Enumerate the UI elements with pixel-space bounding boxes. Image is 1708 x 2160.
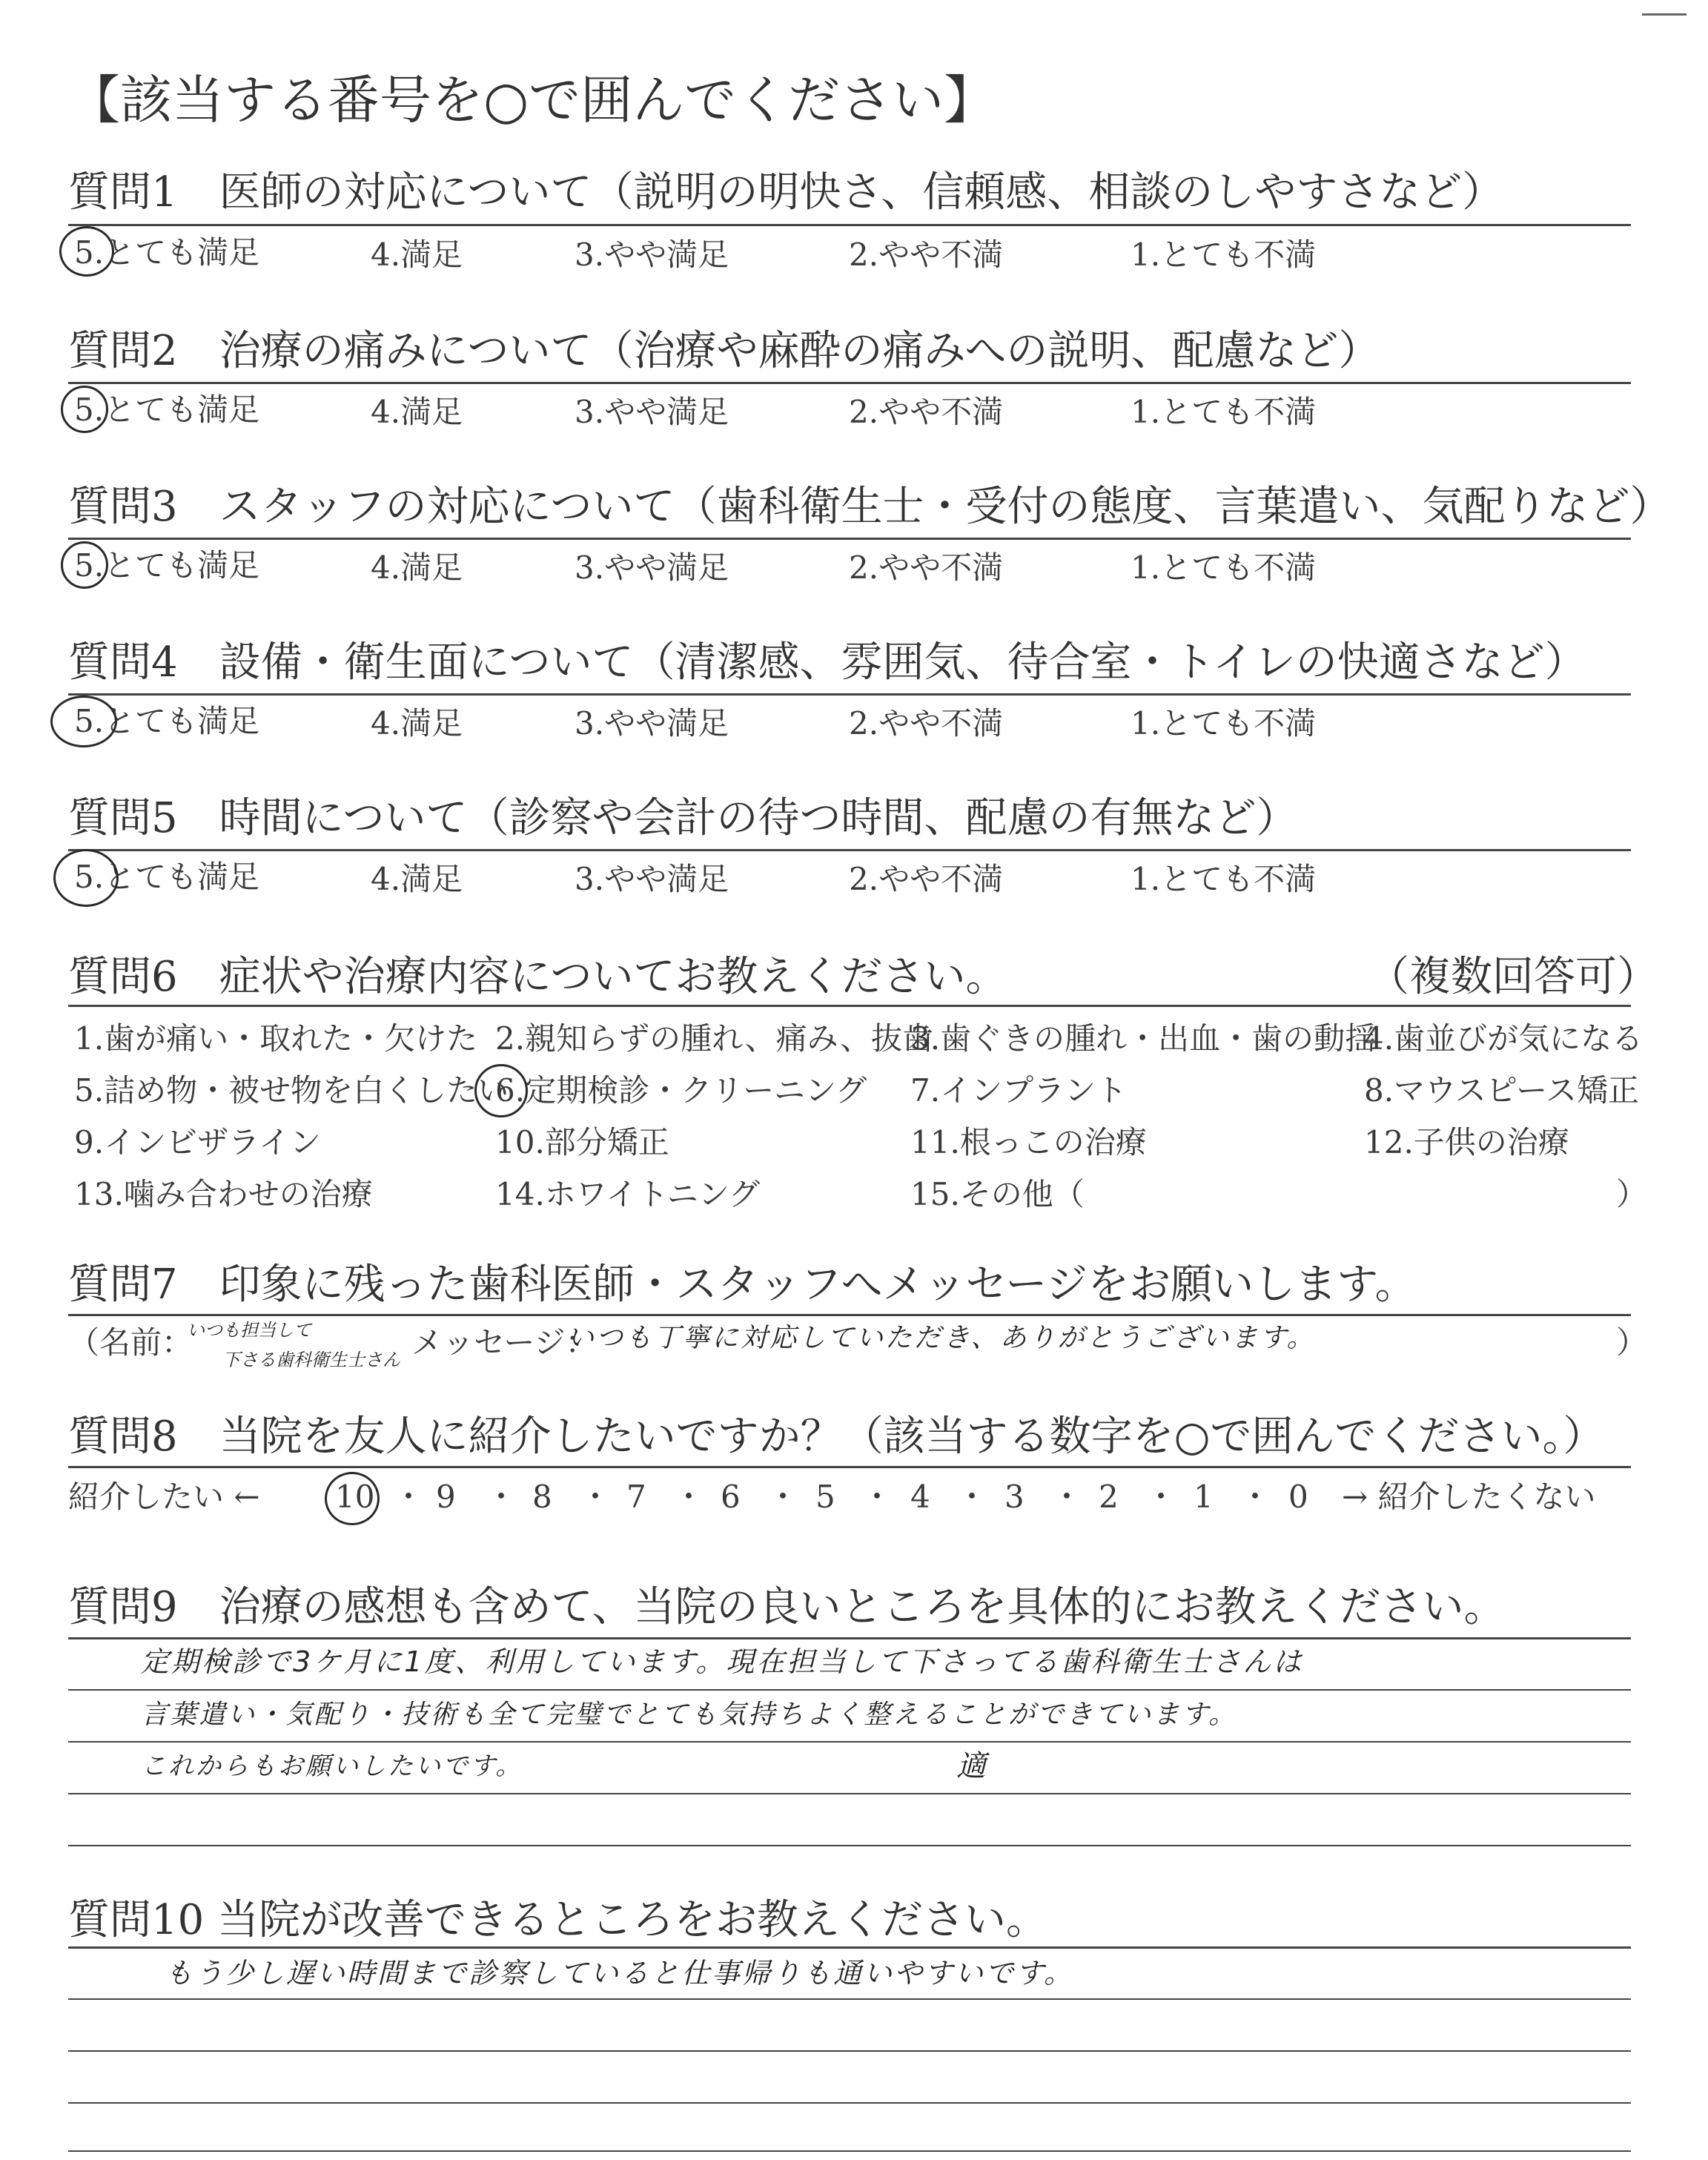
- q6-item-10[interactable]: 10.部分矯正: [495, 1124, 669, 1160]
- q1-option-1[interactable]: 1.とても不満: [1131, 237, 1317, 273]
- q3-option-1[interactable]: 1.とても不満: [1131, 549, 1317, 586]
- answer-line: [68, 1845, 1631, 1846]
- q4-selection-circle: [50, 696, 117, 747]
- page-title: 【該当する番号を○で囲んでください】: [68, 70, 996, 131]
- answer-line: [68, 2150, 1631, 2152]
- q6-item-4[interactable]: 4.歯並びが気になる: [1364, 1020, 1644, 1057]
- q8-scale-4[interactable]: 4: [910, 1479, 930, 1515]
- q6-selection-circle: [474, 1064, 528, 1117]
- q9-answer-line-4: 適: [956, 1749, 988, 1783]
- q8-dot: ・: [673, 1479, 705, 1515]
- q6-item-9[interactable]: 9.インビザライン: [74, 1124, 321, 1160]
- q3-option-4[interactable]: 4.満足: [371, 549, 463, 586]
- question-6-note: （複数回答可）: [1368, 953, 1658, 1001]
- q4-option-2[interactable]: 2.やや不満: [849, 705, 1004, 742]
- q4-option-3[interactable]: 3.やや満足: [575, 705, 729, 742]
- q8-dot: ・: [861, 1479, 893, 1515]
- answer-line: [68, 1998, 1631, 2000]
- q6-item-1[interactable]: 1.歯が痛い・取れた・欠けた: [74, 1020, 478, 1057]
- q3-option-2[interactable]: 2.やや不満: [849, 549, 1004, 586]
- q4-option-4[interactable]: 4.満足: [371, 705, 463, 742]
- q7-message-label: メッセージ：: [411, 1324, 597, 1361]
- q8-dot: ・: [1239, 1479, 1271, 1515]
- q1-option-4[interactable]: 4.満足: [371, 237, 463, 273]
- divider: [68, 1466, 1631, 1468]
- q8-scale-9[interactable]: 9: [436, 1479, 456, 1515]
- q8-scale-7[interactable]: 7: [626, 1479, 646, 1515]
- question-5-title: 質問5 時間について（診察や会計の待つ時間、配慮の有無など）: [68, 794, 1298, 842]
- q8-right-label: → 紹介したくない: [1342, 1479, 1596, 1515]
- answer-line: [68, 1689, 1631, 1691]
- divider: [68, 538, 1631, 540]
- q7-close-paren: ）: [1616, 1324, 1648, 1361]
- answer-line: [68, 1741, 1631, 1743]
- q8-scale-10[interactable]: 10: [335, 1479, 375, 1515]
- q6-item-6[interactable]: 6.定期検診・クリーニング: [495, 1072, 867, 1109]
- q8-dot: ・: [1051, 1479, 1083, 1515]
- q1-selection-circle: [59, 226, 114, 277]
- question-7-title: 質問7 印象に残った歯科医師・スタッフへメッセージをお願いします。: [68, 1261, 1417, 1309]
- q7-name-handwritten-1: いつも担当して: [187, 1320, 311, 1341]
- divider: [68, 224, 1631, 226]
- q2-selection-circle: [61, 386, 108, 433]
- q1-option-3[interactable]: 3.やや満足: [575, 237, 729, 273]
- q8-selection-circle: [325, 1472, 380, 1525]
- scan-mark: [1642, 13, 1687, 16]
- answer-line: [68, 1946, 1631, 1949]
- q8-dot: ・: [486, 1479, 517, 1515]
- question-9-title: 質問9 治療の感想も含めて、当院の良いところを具体的にお教えください。: [68, 1583, 1506, 1631]
- q6-item-15-close: ）: [1616, 1176, 1648, 1212]
- q6-item-11[interactable]: 11.根っこの治療: [910, 1124, 1147, 1160]
- q8-left-label: 紹介したい ←: [68, 1479, 260, 1515]
- q8-dot: ・: [393, 1479, 425, 1515]
- q6-item-7[interactable]: 7.インプラント: [910, 1072, 1128, 1109]
- question-10-title: 質問10 当院が改善できるところをお教えください。: [68, 1896, 1048, 1944]
- q5-selection-circle: [53, 849, 119, 907]
- divider: [68, 1314, 1631, 1316]
- q6-item-5[interactable]: 5.詰め物・被せ物を白くしたい: [74, 1072, 509, 1109]
- q7-name-handwritten-2: 下さる歯科衛生士さん: [222, 1350, 400, 1370]
- q5-option-1[interactable]: 1.とても不満: [1131, 861, 1317, 897]
- q2-option-5[interactable]: 5.とても満足: [74, 392, 260, 428]
- q6-item-3[interactable]: 3.歯ぐきの腫れ・出血・歯の動揺: [910, 1020, 1377, 1057]
- q3-option-3[interactable]: 3.やや満足: [575, 549, 729, 586]
- q6-item-14[interactable]: 14.ホワイトニング: [495, 1176, 761, 1212]
- q8-dot: ・: [767, 1479, 799, 1515]
- q2-option-1[interactable]: 1.とても不満: [1131, 394, 1317, 430]
- q8-scale-6[interactable]: 6: [721, 1479, 741, 1515]
- answer-line: [68, 2102, 1631, 2104]
- q8-scale-2[interactable]: 2: [1099, 1479, 1119, 1515]
- q5-option-2[interactable]: 2.やや不満: [849, 861, 1004, 897]
- q5-option-5[interactable]: 5.とても満足: [74, 859, 260, 895]
- question-2-title: 質問2 治療の痛みについて（治療や麻酔の痛みへの説明、配慮など）: [68, 327, 1380, 375]
- q1-option-5[interactable]: 5.とても満足: [74, 234, 260, 271]
- q2-option-2[interactable]: 2.やや不満: [849, 394, 1004, 430]
- q6-item-13[interactable]: 13.噛み合わせの治療: [74, 1176, 373, 1212]
- q6-item-15[interactable]: 15.その他（: [910, 1176, 1085, 1212]
- divider: [68, 1005, 1631, 1007]
- q7-message-handwritten: いつも丁寧に対応していただき、ありがとうございます。: [567, 1323, 1316, 1353]
- divider: [68, 849, 1631, 851]
- q7-name-label: （名前：: [68, 1324, 193, 1361]
- q8-dot: ・: [956, 1479, 988, 1515]
- answer-line: [68, 1793, 1631, 1794]
- q3-option-5[interactable]: 5.とても満足: [74, 547, 260, 584]
- answer-line: [68, 1637, 1631, 1639]
- q5-option-4[interactable]: 4.満足: [371, 861, 463, 897]
- q9-answer-line-3: これからもお願いしたいです。: [141, 1751, 523, 1781]
- q8-scale-5[interactable]: 5: [815, 1479, 835, 1515]
- q8-scale-3[interactable]: 3: [1004, 1479, 1025, 1515]
- q9-answer-line-2: 言葉遣い・気配り・技術も全て完璧でとても気持ちよく整えることができています。: [141, 1700, 1238, 1730]
- q6-item-2[interactable]: 2.親知らずの腫れ、痛み、抜歯: [495, 1020, 934, 1057]
- q4-option-5[interactable]: 5.とても満足: [74, 703, 260, 739]
- q10-answer-line-1: もう少し遅い時間まで診察していると仕事帰りも通いやすいです。: [165, 1957, 1074, 1989]
- q4-option-1[interactable]: 1.とても不満: [1131, 705, 1317, 742]
- question-4-title: 質問4 設備・衛生面について（清潔感、雰囲気、待合室・トイレの快適さなど）: [68, 638, 1586, 687]
- question-6-title: 質問6 症状や治療内容についてお教えください。: [68, 953, 1007, 1001]
- answer-line: [68, 2050, 1631, 2052]
- q2-option-3[interactable]: 3.やや満足: [575, 394, 729, 430]
- q6-item-8[interactable]: 8.マウスピース矯正: [1364, 1072, 1640, 1109]
- q8-dot: ・: [1145, 1479, 1177, 1515]
- q8-dot: ・: [580, 1479, 612, 1515]
- divider: [68, 693, 1631, 696]
- question-1-title: 質問1 医師の対応について（説明の明快さ、信頼感、相談のしやすさなど）: [68, 168, 1504, 217]
- q6-item-12[interactable]: 12.子供の治療: [1364, 1124, 1569, 1160]
- q2-option-4[interactable]: 4.満足: [371, 394, 463, 430]
- divider: [68, 382, 1631, 384]
- question-3-title: 質問3 スタッフの対応について（歯科衛生士・受付の態度、言葉遣い、気配りなど）: [68, 483, 1672, 531]
- q8-scale-0[interactable]: 0: [1288, 1479, 1308, 1515]
- q5-option-3[interactable]: 3.やや満足: [575, 861, 729, 897]
- q1-option-2[interactable]: 2.やや不満: [849, 237, 1004, 273]
- q8-scale-1[interactable]: 1: [1194, 1479, 1214, 1515]
- question-8-title: 質問8 当院を友人に紹介したいですか？（該当する数字を○で囲んでください。）: [68, 1413, 1605, 1461]
- q8-scale-8[interactable]: 8: [532, 1479, 552, 1515]
- q9-answer-line-1: 定期検診で3ケ月に1度、利用しています。現在担当して下さってる歯科衛生士さんは: [141, 1645, 1304, 1678]
- q3-selection-circle: [61, 541, 108, 589]
